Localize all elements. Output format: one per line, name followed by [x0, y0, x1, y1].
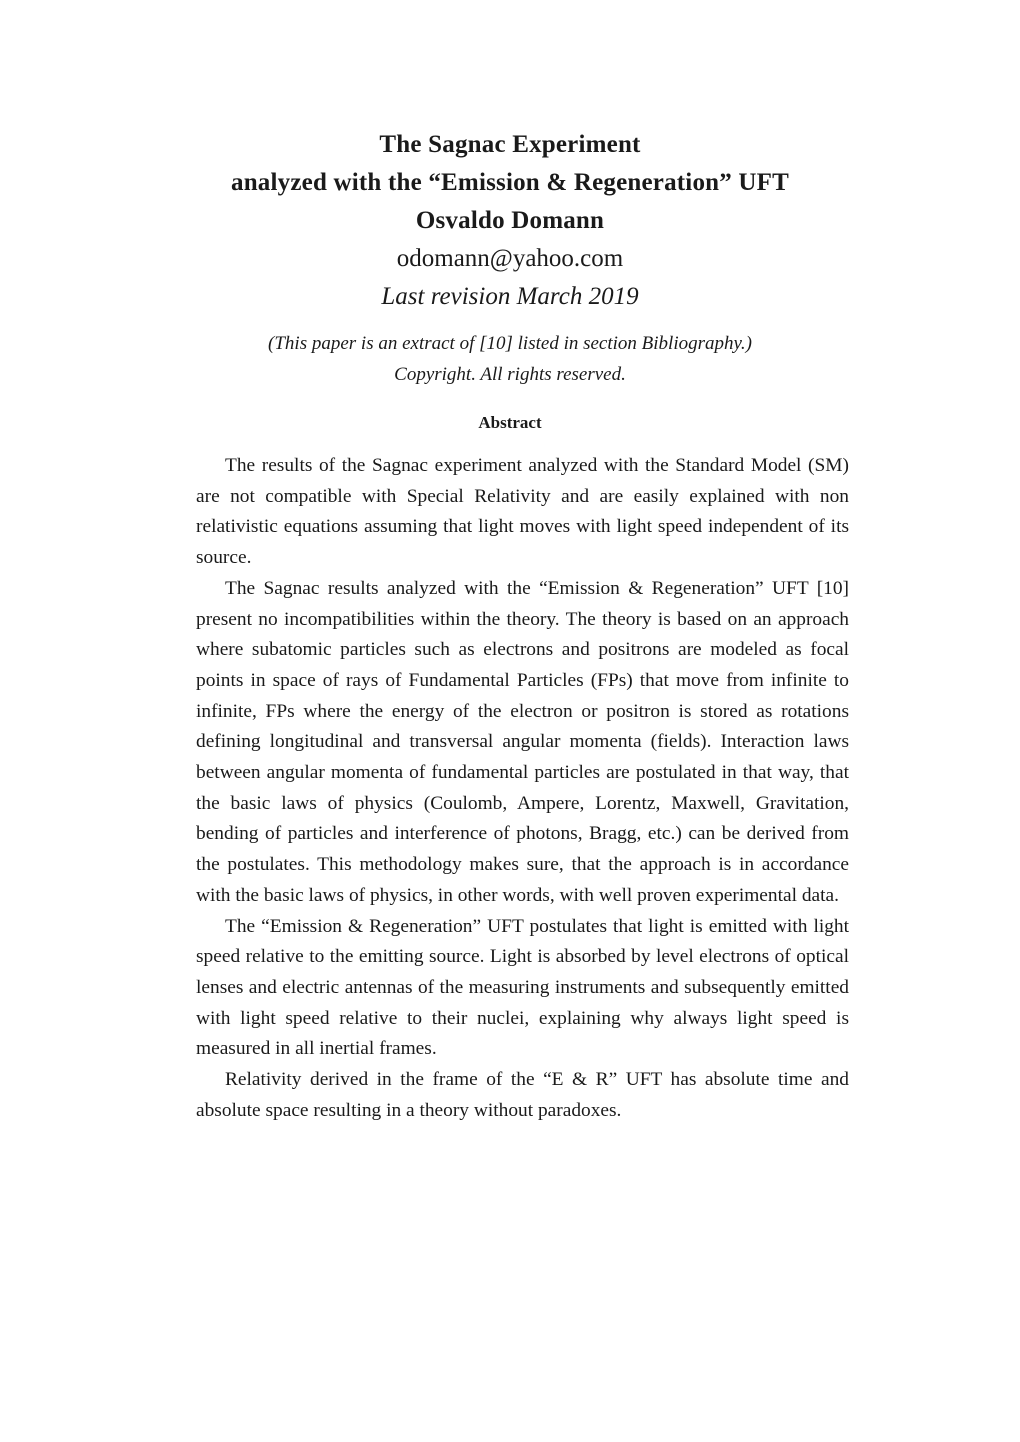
abstract-heading: Abstract	[478, 413, 542, 432]
paper-title-line-2: analyzed with the “Emission & Regeneration” UFT	[231, 169, 789, 196]
copyright-note: Copyright. All rights reserved.	[394, 364, 626, 385]
author-name: Osvaldo Domann	[415, 207, 605, 234]
paper-title-line-1: The Sagnac Experiment	[379, 131, 641, 158]
title-block	[0, 126, 1020, 316]
abstract-paragraph-4: Relativity derived in the frame of the “E & R” UFT has absolute time and absolute space resulting in a theory without paradoxes.	[196, 1069, 849, 1121]
revision-date: Last revision March 2019	[381, 283, 639, 310]
notes-block	[0, 328, 1020, 390]
abstract-body	[196, 451, 849, 1126]
author-email: odomann@yahoo.com	[396, 245, 624, 272]
abstract-paragraph-2: The Sagnac results analyzed with the “Emission & Regeneration” UFT [10] present no incompatibilities within the theory. The theory is based on an approach where subatomic particles such as electrons and positrons are modeled as focal points in space of rays of Fundamental Particles (FPs) that move from infinite to infinite, FPs where the energy of the electron or positron is stored as rotations defining longitudinal and transversal angular momenta (fields). Interaction laws between angular momenta of fundamental particles are postulated in that way, that the basic laws of physics (Coulomb, Ampere, Lorentz, Maxwell, Gravitation, bending of particles and interference of photons, Bragg, etc.) can be derived from the postulates. This methodology makes sure, that the approach is in accordance with the basic laws of physics, in other words, with well proven experimental data.	[196, 577, 849, 906]
abstract-paragraph-1: The results of the Sagnac experiment analyzed with the Standard Model (SM) are not compatible with Special Relativity and are easily explained with non relativistic equations assuming that light moves with light speed independent of its source.	[196, 455, 849, 569]
abstract-paragraph-3: The “Emission & Regeneration” UFT postulates that light is emitted with light speed relative to the emitting source. Light is absorbed by level electrons of optical lenses and electric antennas of the measuring instruments and subsequently emitted with light speed relative to their nuclei, explaining why always light speed is measured in all inertial frames.	[196, 915, 849, 1060]
extract-note: (This paper is an extract of [10] listed in section Bibliography.)	[268, 333, 752, 354]
